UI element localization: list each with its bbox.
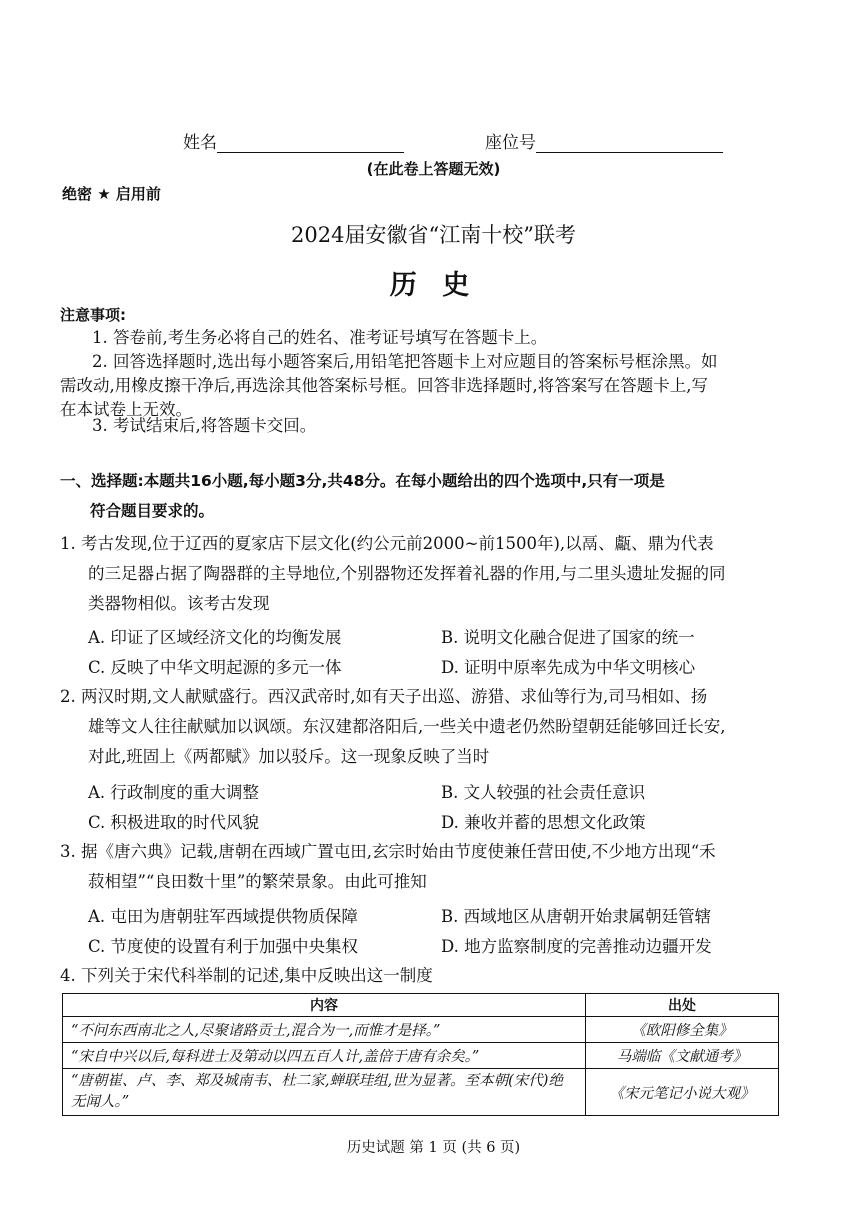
secret-mark: 绝密 ★ 启用前 — [62, 185, 161, 203]
table-cell-source: 马端临《文献通考》 — [586, 1043, 779, 1069]
notice-item: 1. 答卷前,考生务必将自己的姓名、准考证号填写在答题卡上。 — [92, 328, 548, 347]
q2-option-b: B. 文人较强的社会责任意识 — [441, 783, 646, 802]
q3-option-a: A. 屯田为唐朝驻军西域提供物质保障 — [88, 907, 358, 926]
seat-field — [485, 128, 723, 153]
q3-option-d: D. 地方监察制度的完善推动边疆开发 — [441, 937, 712, 956]
question-1-line: 类器物相似。该考古发现 — [88, 594, 270, 613]
q1-option-a: A. 印证了区域经济文化的均衡发展 — [88, 628, 342, 647]
invalid-note: (在此卷上答题无效) — [366, 160, 501, 178]
table-row — [63, 1069, 779, 1116]
page-footer: 历史试题 第 1 页 (共 6 页) — [346, 1140, 521, 1156]
q3-option-b: B. 西域地区从唐朝开始隶属朝廷管辖 — [441, 907, 712, 926]
notice-item: 需改动,用橡皮擦干净后,再选涂其他答案标号框。回答非选择题时,将答案写在答题卡上,写 — [60, 376, 708, 395]
table-cell-content: “不问东西南北之人,尽聚诸路贡士,混合为一,而惟才是择。” — [63, 1017, 586, 1043]
q2-option-c: C. 积极进取的时代风貌 — [88, 813, 260, 832]
section-heading: 一、选择题:本题共16小题,每小题3分,共48分。在每小题给出的四个选项中,只有一项是 — [60, 472, 665, 490]
q2-option-d: D. 兼收并蓄的思想文化政策 — [441, 813, 646, 832]
q3-option-c: C. 节度使的设置有利于加强中央集权 — [88, 937, 359, 956]
subject-title: 历 史 — [389, 270, 478, 301]
q2-option-a: A. 行政制度的重大调整 — [88, 783, 259, 802]
q1-option-c: C. 反映了中华文明起源的多元一体 — [88, 658, 342, 677]
exam-title: 2024届安徽省“江南十校”联考 — [291, 223, 576, 247]
table-row — [63, 1017, 779, 1043]
table-cell-source: 《欧阳修全集》 — [586, 1017, 779, 1043]
question-1-line: 1. 考古发现,位于辽西的夏家店下层文化(约公元前2000~前1500年),以鬲、甗、鼎为代表 — [60, 534, 714, 553]
table-header-source: 出处 — [586, 994, 779, 1017]
table-cell-source: 《宋元笔记小说大观》 — [586, 1069, 779, 1116]
name-label: 姓名 — [183, 133, 217, 153]
notice-item: 2. 回答选择题时,选出每小题答案后,用铅笔把答题卡上对应题目的答案标号框涂黑。如 — [92, 352, 718, 371]
notice-title: 注意事项: — [60, 306, 126, 324]
table-header-row — [63, 994, 779, 1017]
source-table — [62, 993, 779, 1116]
question-2-line: 对此,班固上《两都赋》加以驳斥。这一现象反映了当时 — [88, 747, 490, 766]
question-1-line: 的三足器占据了陶器群的主导地位,个别器物还发挥着礼器的作用,与二里头遗址发掘的同 — [88, 564, 726, 583]
question-2-line: 2. 两汉时期,文人献赋盛行。西汉武帝时,如有天子出巡、游猎、求仙等行为,司马相如、扬 — [60, 687, 708, 706]
table-row — [63, 1043, 779, 1069]
notice-item: 3. 考试结束后,将答题卡交回。 — [92, 416, 317, 435]
seat-label: 座位号 — [485, 133, 536, 153]
table-cell-content: “唐朝崔、卢、李、郑及城南韦、杜二家,蝉联珪组,世为显著。至本朝(宋代)绝无闻人。” — [63, 1069, 586, 1116]
table-header-content: 内容 — [63, 994, 586, 1017]
name-underline — [217, 134, 404, 153]
seat-underline — [536, 134, 723, 153]
question-2-line: 雄等文人往往献赋加以讽颂。东汉建都洛阳后,一些关中遗老仍然盼望朝廷能够回迁长安, — [88, 717, 726, 736]
q1-option-b: B. 说明文化融合促进了国家的统一 — [441, 628, 695, 647]
question-3-line: 菽相望”“良田数十里”的繁荣景象。由此可推知 — [88, 872, 427, 891]
question-3-line: 3. 据《唐六典》记载,唐朝在西域广置屯田,玄宗时始由节度使兼任营田使,不少地方出现“禾 — [60, 842, 716, 861]
name-field — [183, 128, 404, 153]
q1-option-d: D. 证明中原率先成为中华文明核心 — [441, 658, 696, 677]
question-4-line: 4. 下列关于宋代科举制的记述,集中反映出这一制度 — [60, 966, 433, 985]
table-cell-content: “宋自中兴以后,每科进士及第动以四五百人计,盖倍于唐有余矣。” — [63, 1043, 586, 1069]
section-heading-cont: 符合题目要求的。 — [90, 502, 215, 520]
notice-item: 在本试卷上无效。 — [60, 400, 192, 419]
